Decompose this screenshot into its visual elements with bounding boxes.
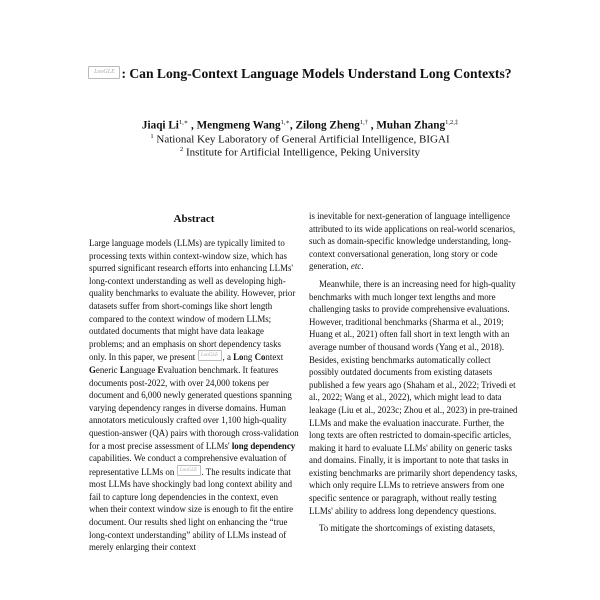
intro-paragraph: Meanwhile, there is an increasing need for high-quality benchmarks with much longer text lengths and more challenging tasks to provide comprehensive evaluations. However, traditional benchmarks (Sharma et al., 2019; Huang et al., 2021) often fall short in text length with an average number of thousand words (Yang et al., 2018). Besides, existing benchmarks automatically collect possibly outdated documents from existing datasets published a few years ago (Shaham et al., 2022; Trivedi et al., 2022; Wang et al., 2022), which might lead to data leakage (Liu et al., 2023c; Zhou et al., 2023) in pre-trained LLMs and make the evaluation inaccurate. Further, the long texts are often restricted to domain-specific articles, making it hard to evaluate LLMs' ability on generic tasks and domains. Finally, it is important to note that tasks in existing benchmarks are primarily short dependency tasks, which only require LLMs to retrieve answers from one specific sentence or paragraph, without really testing LLMs' ability to address long dependency questions. bbox=[309, 278, 518, 516]
author-name: Zilong Zheng bbox=[295, 119, 360, 132]
author-affil-mark: 1,† bbox=[359, 119, 368, 126]
author-name: Jiaqi Li bbox=[141, 119, 179, 132]
paper-title bbox=[40, 66, 560, 82]
author-name: Mengmeng Wang bbox=[196, 119, 281, 132]
affiliation-2: $^2$ Institute for Artificial Intelligence, Peking University bbox=[180, 146, 420, 159]
intro-paragraph: is inevitable for next-generation of language intelligence attributed to its wide applications on real-world scenarios, such as domain-specific knowledge understanding, long-context conversational generation, long story or code generation, etc. bbox=[309, 211, 516, 272]
abstract-body bbox=[89, 237, 299, 554]
loogle-logo-icon: LooGLE bbox=[198, 350, 222, 361]
intro-body bbox=[309, 210, 521, 535]
abstract-heading: Abstract bbox=[173, 213, 215, 225]
author-affil-mark: 1,2,‡ bbox=[445, 119, 459, 126]
author-list: Jiaqi $Li^{1,∗}$ , Mengmeng Wang$^{1,∗}$, Zilong Zheng$^{1,\dagger}$ , Muhan Zhang$^{1,2,\ddagger}$ bbox=[141, 119, 459, 132]
abstract-paragraph: Large language models (LLMs) are typically limited to processing texts within context-window size, which has spurred significant research efforts into enhancing LLMs' long-context understanding as well as developing high-quality benchmarks to evaluate the ability. However, prior datasets suffer from short-comings like short length compared to the context window of modern LLMs; outdated documents that might have data leakage problems; and an emphasis on short dependency tasks only. In this paper, we present LooGLE , a Long Context Generic Language Evaluation benchmark. It features documents post-2022, with over 24,000 tokens per document and 6,000 newly generated questions spanning varying dependency ranges in diverse domains. Human annotators meticulously crafted over 1,100 high-quality question-answer (QA) pairs with thorough cross-validation for a most precise assessment of LLMs' long dependency capabilities. We conduct a comprehensive evaluation of representative LLMs on LooGLE . The results indicate that most LLMs have shockingly bad long context ability and fail to capture long dependencies in the context, even when their context window size is enough to fit the entire document. Our results shed light on enhancing the “true long-context understanding” ability of LLMs instead of merely enlarging their context bbox=[89, 238, 299, 553]
author-name: Muhan Zhang bbox=[376, 119, 446, 132]
loogle-logo-icon: LooGLE bbox=[177, 465, 201, 476]
affiliation-1: $^1$ National Key Laboratory of General Artificial Intelligence, BIGAI bbox=[150, 133, 450, 146]
paper-title-text: : Can Long-Context Language Models Understand Long Contexts? bbox=[121, 66, 512, 81]
intro-paragraph: To mitigate the shortcomings of existing datasets, bbox=[319, 523, 496, 534]
loogle-logo-icon: LooGLE bbox=[88, 66, 120, 79]
author-affil-mark: 1,∗ bbox=[178, 119, 189, 126]
author-affil-mark: 1,∗ bbox=[280, 119, 290, 126]
